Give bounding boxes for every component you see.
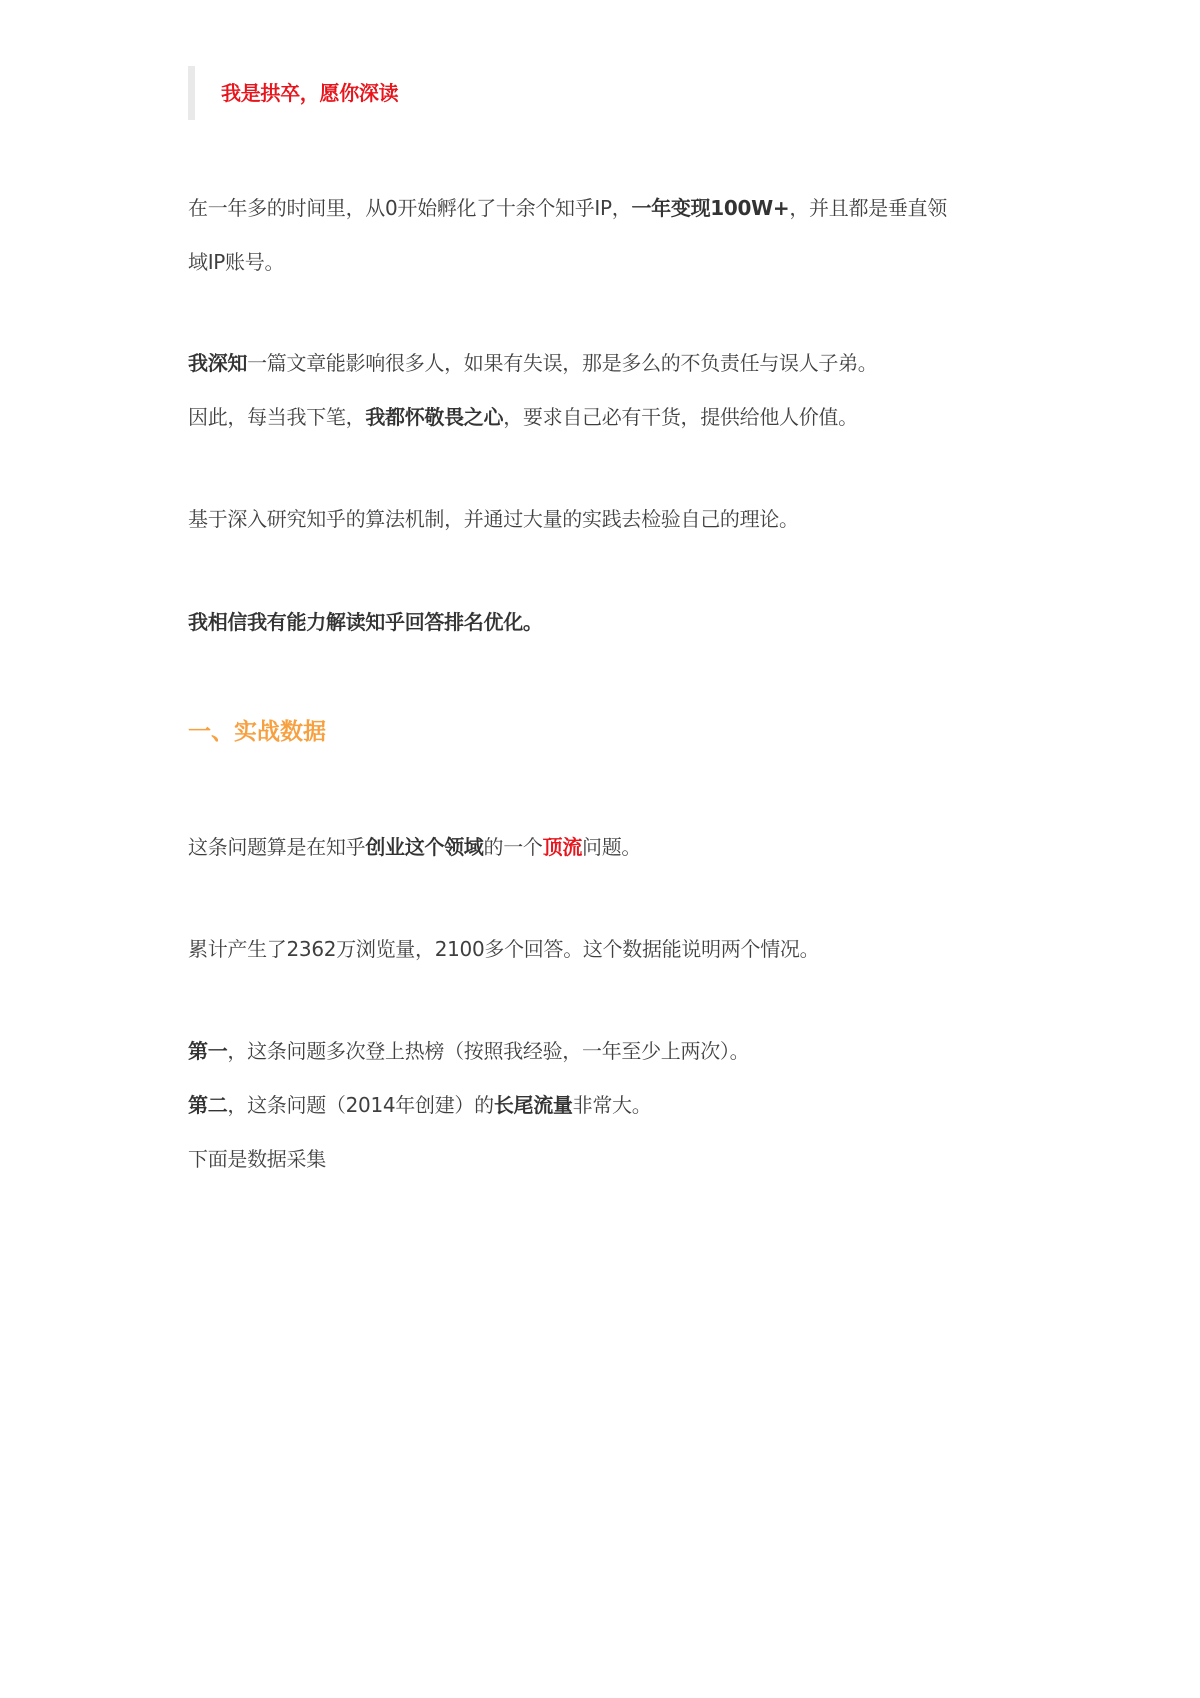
intro-text-a: 在一年多的时间里，从0开始孵化了十余个知乎IP， xyxy=(188,196,632,220)
section-para-5: 下面是数据采集 xyxy=(188,1147,326,1171)
para3-label: 第一 xyxy=(188,1039,228,1063)
para4-text-b: ，这条问题（2014年创建）的 xyxy=(227,1093,494,1117)
blockquote xyxy=(188,66,455,120)
section-para-4 xyxy=(188,1090,651,1120)
para1-text-bold: 创业这个领域 xyxy=(365,835,484,859)
research-line: 基于深入研究知乎的算法机制，并通过大量的实践去检验自己的理论。 xyxy=(188,507,799,531)
intro-line-1 xyxy=(188,193,947,223)
para4-label: 第二 xyxy=(188,1093,228,1117)
para1-text-a: 这条问题算是在知乎 xyxy=(188,835,366,859)
para1-text-c: 的一个 xyxy=(483,835,543,859)
section-para-3 xyxy=(188,1036,749,1066)
intro-line-2: 域IP账号。 xyxy=(188,250,285,274)
responsibility-line-2 xyxy=(188,402,858,432)
para3-text: ，这条问题多次登上热榜（按照我经验，一年至少上两次）。 xyxy=(227,1039,750,1063)
intro-text-bold: 一年变现100W+ xyxy=(631,196,790,220)
para4-text-bold: 长尾流量 xyxy=(493,1093,573,1117)
quote-text: 我是拱卒，愿你深读 xyxy=(221,81,399,105)
responsibility-line-1 xyxy=(188,348,878,378)
responsibility-text-bold: 我都怀敬畏之心 xyxy=(365,405,504,429)
responsibility-text-a: 因此，每当我下笔， xyxy=(188,405,366,429)
responsibility-bold: 我深知 xyxy=(188,351,248,375)
para4-text-d: 非常大。 xyxy=(572,1093,652,1117)
section-para-2: 累计产生了2362万浏览量，2100多个回答。这个数据能说明两个情况。 xyxy=(188,937,820,961)
intro-text-c: ，并且都是垂直领 xyxy=(789,196,947,220)
section-heading: 一、实战数据 xyxy=(188,719,326,745)
para1-text-e: 问题。 xyxy=(582,835,642,859)
section-para-1 xyxy=(188,832,641,862)
responsibility-text: 一篇文章能影响很多人，如果有失误，那是多么的不负责任与误人子弟。 xyxy=(247,351,878,375)
para1-text-red: 顶流 xyxy=(542,835,583,859)
responsibility-text-c: ，要求自己必有干货，提供给他人价值。 xyxy=(503,405,858,429)
belief-line: 我相信我有能力解读知乎回答排名优化。 xyxy=(188,610,543,634)
